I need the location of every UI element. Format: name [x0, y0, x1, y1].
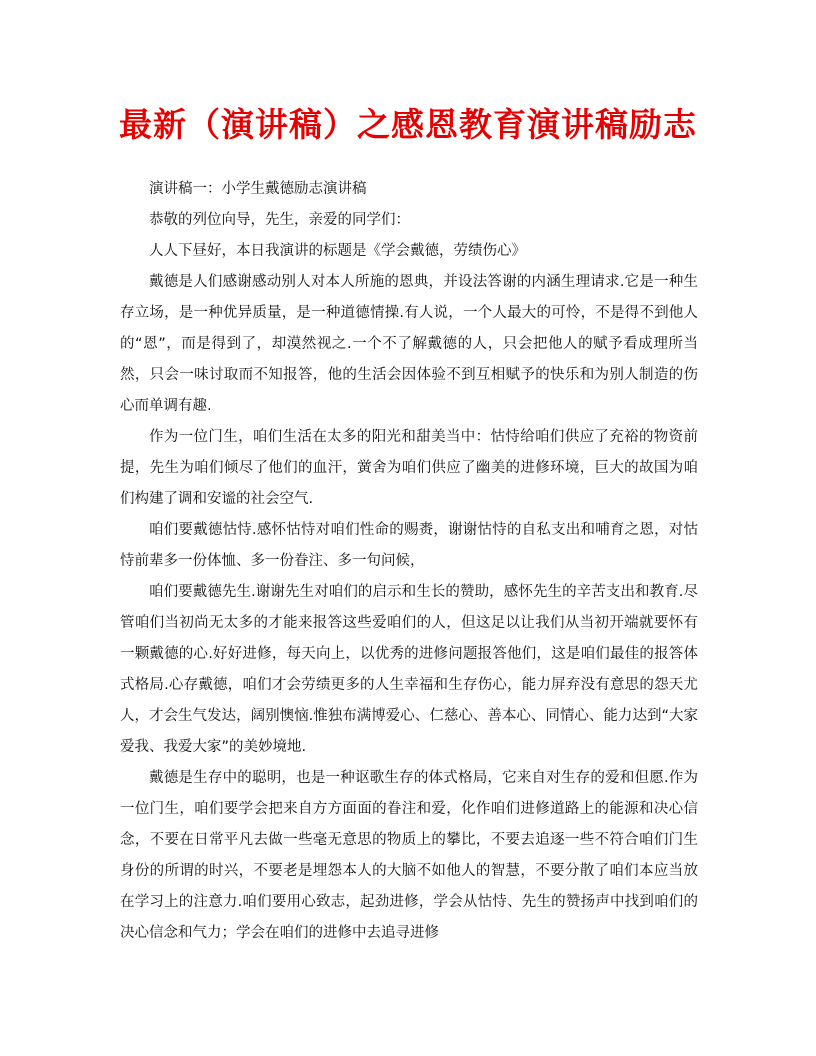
paragraph: 咱们要戴德先生.谢谢先生对咱们的启示和生长的赞助，感怀先生的辛苦支出和教育.尽管咱们当初尚无太多的才能来报答这些爱咱们的人，但这足以让我们从当初开端就要怀有一颗戴德的心.好好进修，每天向上，以优秀的进修问题报答他们，这是咱们最佳的报答体式格局.心存戴德，咱们才会劳绩更多的人生幸福和生存伤心，能力屏弃没有意思的怨天尤人，才会生气发达，阔别懊恼.惟独布满博爱心、仁慈心、善本心、同情心、能力达到“大家爱我、我爱大家”的美妙境地. — [120, 584, 698, 755]
paragraph: 咱们要戴德怙恃.感怀怙恃对咱们性命的赐赉，谢谢怙恃的自私支出和哺育之恩，对怙恃前辈多一份体恤、多一份眷注、多一句问候， — [120, 522, 698, 569]
paragraph: 戴德是生存中的聪明，也是一种讴歌生存的体式格局，它来自对生存的爱和但愿.作为一位门生，咱们要学会把来自方方面面的眷注和爱，化作咱们进修道路上的能源和决心信念，不要在日常平凡去做一些毫无意思的物质上的攀比，不要去追逐一些不符合咱们门生身份的所谓的时兴，不要老是埋怨本人的大脑不如他人的智慧，不要分散了咱们本应当放在学习上的注意力.咱们要用心致志，起劲进修，学会从怙恃、先生的赞扬声中找到咱们的决心信念和气力；学会在咱们的进修中去追寻进修 — [120, 770, 698, 941]
paragraph-salutation: 恭敬的列位向导，先生，亲爱的同学们： — [149, 212, 410, 228]
paragraph: 作为一位门生，咱们生活在太多的阳光和甜美当中：怙恃给咱们供应了充裕的物资前提，先生为咱们倾尽了他们的血汗，黉舍为咱们供应了幽美的进修环境，巨大的故国为咱们构建了调和安谧的社会空气. — [120, 429, 698, 507]
paragraph: 戴德是人们感谢感动别人对本人所施的恩典，并设法答谢的内涵生理请求.它是一种生存立场，是一种优异质量，是一种道德情操.有人说，一个人最大的可怜，不是得不到他人的“恩”，而是得到了，却漠然视之.一个不了解戴德的人，只会把他人的赋予看成理所当然，只会一味讨取而不知报答，他的生活会因体验不到互相赋予的快乐和为别人制造的伤心而单调有趣. — [120, 274, 698, 414]
document-title: 最新（演讲稿）之感恩教育演讲稿励志 — [119, 105, 697, 144]
paragraph-heading: 演讲稿一：小学生戴德励志演讲稿 — [149, 181, 367, 197]
paragraph-intro: 人人下昼好，本日我演讲的标题是《学会戴德，劳绩伤心》 — [149, 243, 526, 259]
document-body — [120, 174, 698, 949]
